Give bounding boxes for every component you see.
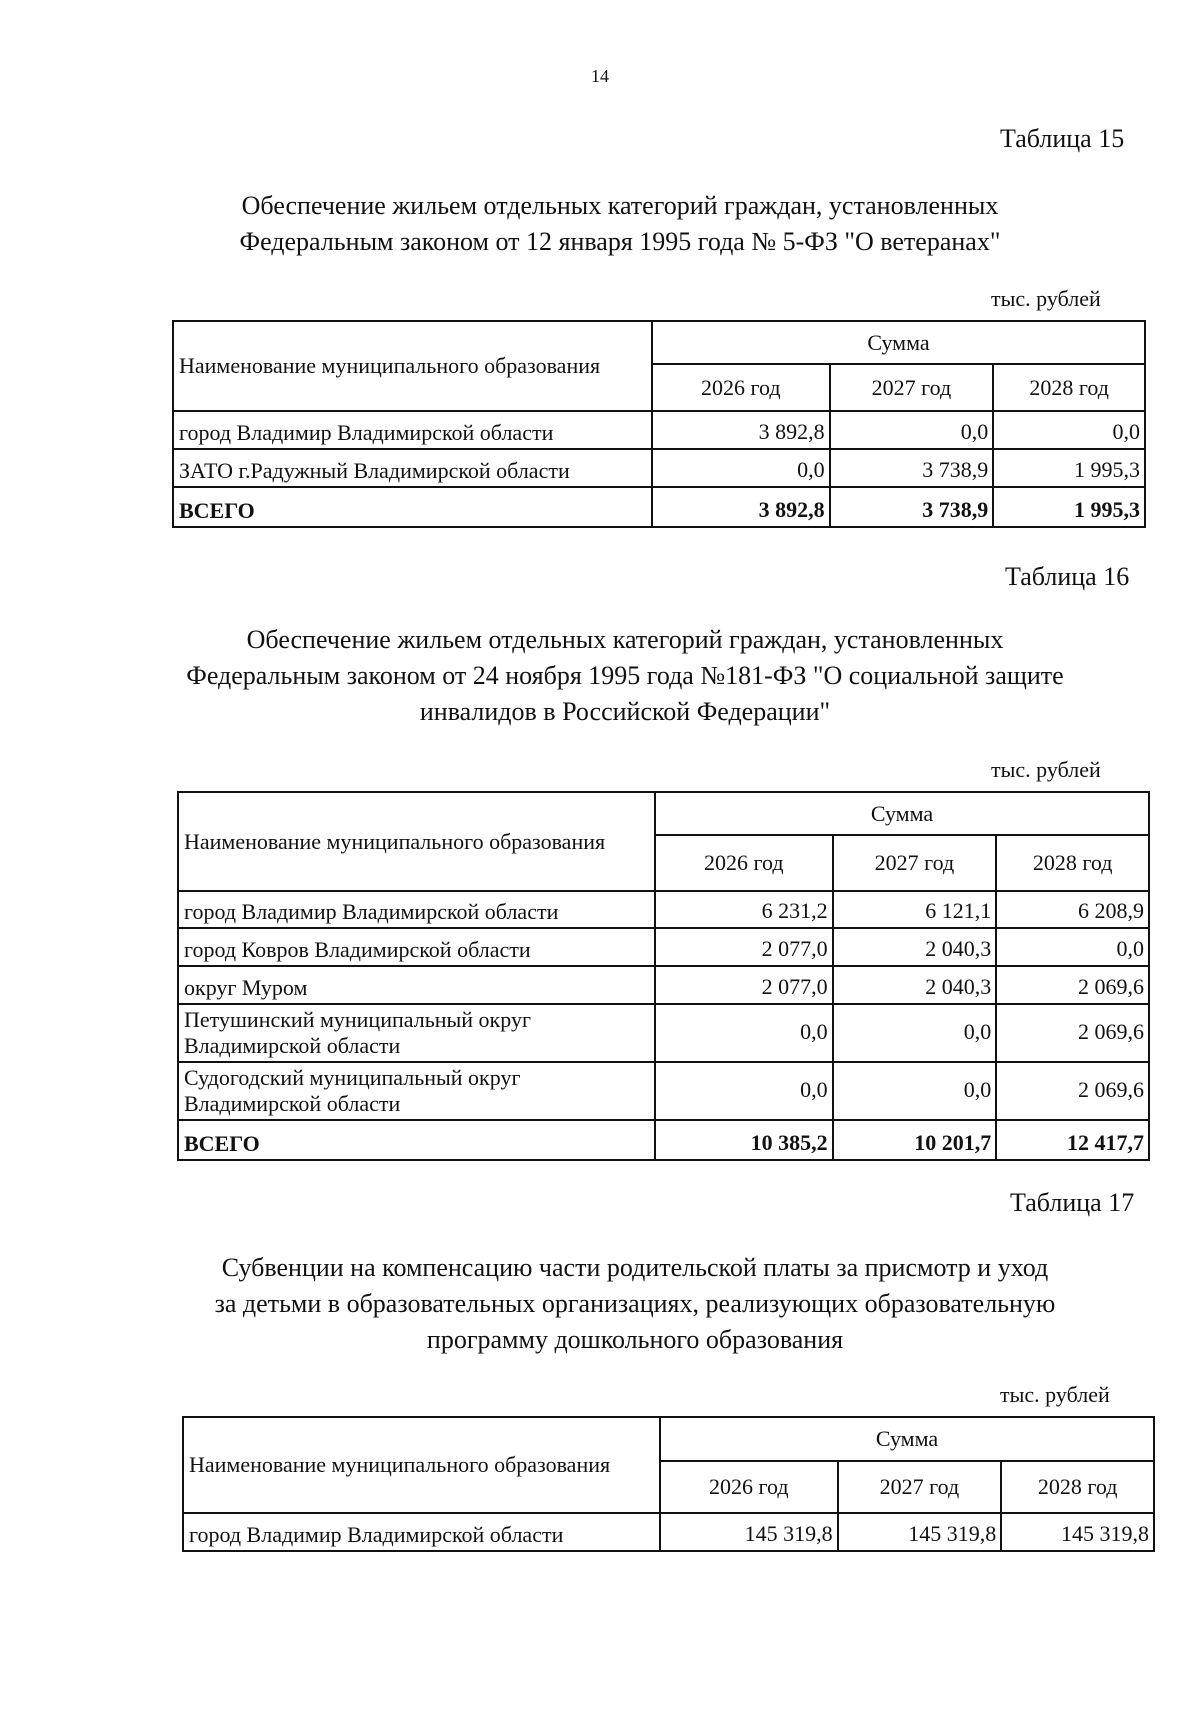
table-16-title <box>160 622 1090 730</box>
value-2027: 0,0 <box>833 1062 997 1120</box>
table-17-title <box>170 1250 1100 1358</box>
header-name: Наименование муниципального образования <box>178 792 655 891</box>
total-label: ВСЕГО <box>173 487 652 527</box>
table-15-title <box>170 188 1070 260</box>
value-2026: 6 231,2 <box>655 891 833 928</box>
row-name-line: Судогодский муниципальный округ <box>184 1065 521 1090</box>
header-year-2028: 2028 год <box>1001 1461 1154 1513</box>
row-name: город Владимир Владимирской области <box>173 411 652 449</box>
header-year-2027: 2027 год <box>830 364 994 411</box>
header-name: Наименование муниципального образования <box>173 321 652 411</box>
value-2026: 0,0 <box>655 1062 833 1120</box>
value-2027: 145 319,8 <box>838 1513 1002 1551</box>
row-name <box>178 1062 655 1120</box>
table-16-label: Таблица 16 <box>1005 562 1130 591</box>
title-line: программу дошкольного образования <box>426 1325 844 1354</box>
value-2027: 2 040,3 <box>833 966 997 1004</box>
page-number: 14 <box>591 66 609 86</box>
value-2028: 0,0 <box>993 411 1145 449</box>
table-row <box>178 1062 1149 1120</box>
value-2026: 0,0 <box>652 449 830 487</box>
header-year-2026: 2026 год <box>655 835 833 891</box>
title-line: Обеспечение жильем отдельных категорий граждан, установленных <box>241 191 999 220</box>
table-row <box>183 1513 1154 1551</box>
total-row <box>178 1120 1149 1160</box>
title-line: Обеспечение жильем отдельных категорий граждан, установленных <box>246 625 1004 654</box>
value-2028: 0,0 <box>996 928 1149 966</box>
table-row <box>173 449 1145 487</box>
value-2028: 145 319,8 <box>1001 1513 1154 1551</box>
row-name <box>178 1004 655 1062</box>
row-name-line: Владимирской области <box>184 1091 401 1116</box>
value-2026: 2 077,0 <box>655 928 833 966</box>
value-2027: 0,0 <box>833 1004 997 1062</box>
header-year-2027: 2027 год <box>833 835 997 891</box>
table-15 <box>172 320 1146 528</box>
header-year-2028: 2028 год <box>993 364 1145 411</box>
header-sum: Сумма <box>660 1417 1154 1461</box>
value-2028: 2 069,6 <box>996 1062 1149 1120</box>
value-2028: 2 069,6 <box>996 1004 1149 1062</box>
value-2026: 2 077,0 <box>655 966 833 1004</box>
row-name: ЗАТО г.Радужный Владимирской области <box>173 449 652 487</box>
total-row <box>173 487 1145 527</box>
title-line: Субвенции на компенсацию части родительской платы за присмотр и уход <box>221 1253 1049 1282</box>
value-2027: 2 040,3 <box>833 928 997 966</box>
table-15-units: тыс. рублей <box>991 286 1101 311</box>
row-name: город Владимир Владимирской области <box>178 891 655 928</box>
total-label: ВСЕГО <box>178 1120 655 1160</box>
title-line: инвалидов в Российской Федерации" <box>419 697 831 726</box>
row-name-line: Владимирской области <box>184 1033 401 1058</box>
total-2028: 1 995,3 <box>993 487 1145 527</box>
title-line: Федеральным законом от 24 ноября 1995 года №181-ФЗ "О социальной защите <box>186 661 1064 690</box>
header-name: Наименование муниципального образования <box>183 1417 660 1513</box>
total-2026: 10 385,2 <box>655 1120 833 1160</box>
row-name: округ Муром <box>178 966 655 1004</box>
row-name-line: Петушинский муниципальный округ <box>184 1007 531 1032</box>
header-sum: Сумма <box>652 321 1145 364</box>
value-2028: 6 208,9 <box>996 891 1149 928</box>
value-2027: 0,0 <box>830 411 994 449</box>
total-2027: 10 201,7 <box>833 1120 997 1160</box>
table-16-units: тыс. рублей <box>991 757 1101 782</box>
value-2027: 3 738,9 <box>830 449 994 487</box>
table-17-units: тыс. рублей <box>1000 1382 1110 1407</box>
table-15-label: Таблица 15 <box>1000 124 1125 153</box>
table-row <box>178 966 1149 1004</box>
row-name: город Ковров Владимирской области <box>178 928 655 966</box>
value-2028: 1 995,3 <box>993 449 1145 487</box>
value-2027: 6 121,1 <box>833 891 997 928</box>
title-line: Федеральным законом от 12 января 1995 года № 5-ФЗ "О ветеранах" <box>239 227 1001 256</box>
total-2028: 12 417,7 <box>996 1120 1149 1160</box>
table-16 <box>177 791 1150 1161</box>
value-2026: 3 892,8 <box>652 411 830 449</box>
table-row <box>178 928 1149 966</box>
table-row <box>178 891 1149 928</box>
header-year-2026: 2026 год <box>660 1461 838 1513</box>
table-17-label: Таблица 17 <box>1010 1188 1135 1217</box>
row-name: город Владимир Владимирской области <box>183 1513 660 1551</box>
title-line: за детьми в образовательных организациях, реализующих образовательную <box>214 1289 1056 1318</box>
total-2026: 3 892,8 <box>652 487 830 527</box>
table-row <box>173 411 1145 449</box>
total-2027: 3 738,9 <box>830 487 994 527</box>
value-2026: 0,0 <box>655 1004 833 1062</box>
value-2026: 145 319,8 <box>660 1513 838 1551</box>
header-year-2028: 2028 год <box>996 835 1149 891</box>
table-17 <box>182 1416 1155 1552</box>
header-year-2027: 2027 год <box>838 1461 1002 1513</box>
table-row <box>178 1004 1149 1062</box>
header-year-2026: 2026 год <box>652 364 830 411</box>
value-2028: 2 069,6 <box>996 966 1149 1004</box>
header-sum: Сумма <box>655 792 1149 835</box>
